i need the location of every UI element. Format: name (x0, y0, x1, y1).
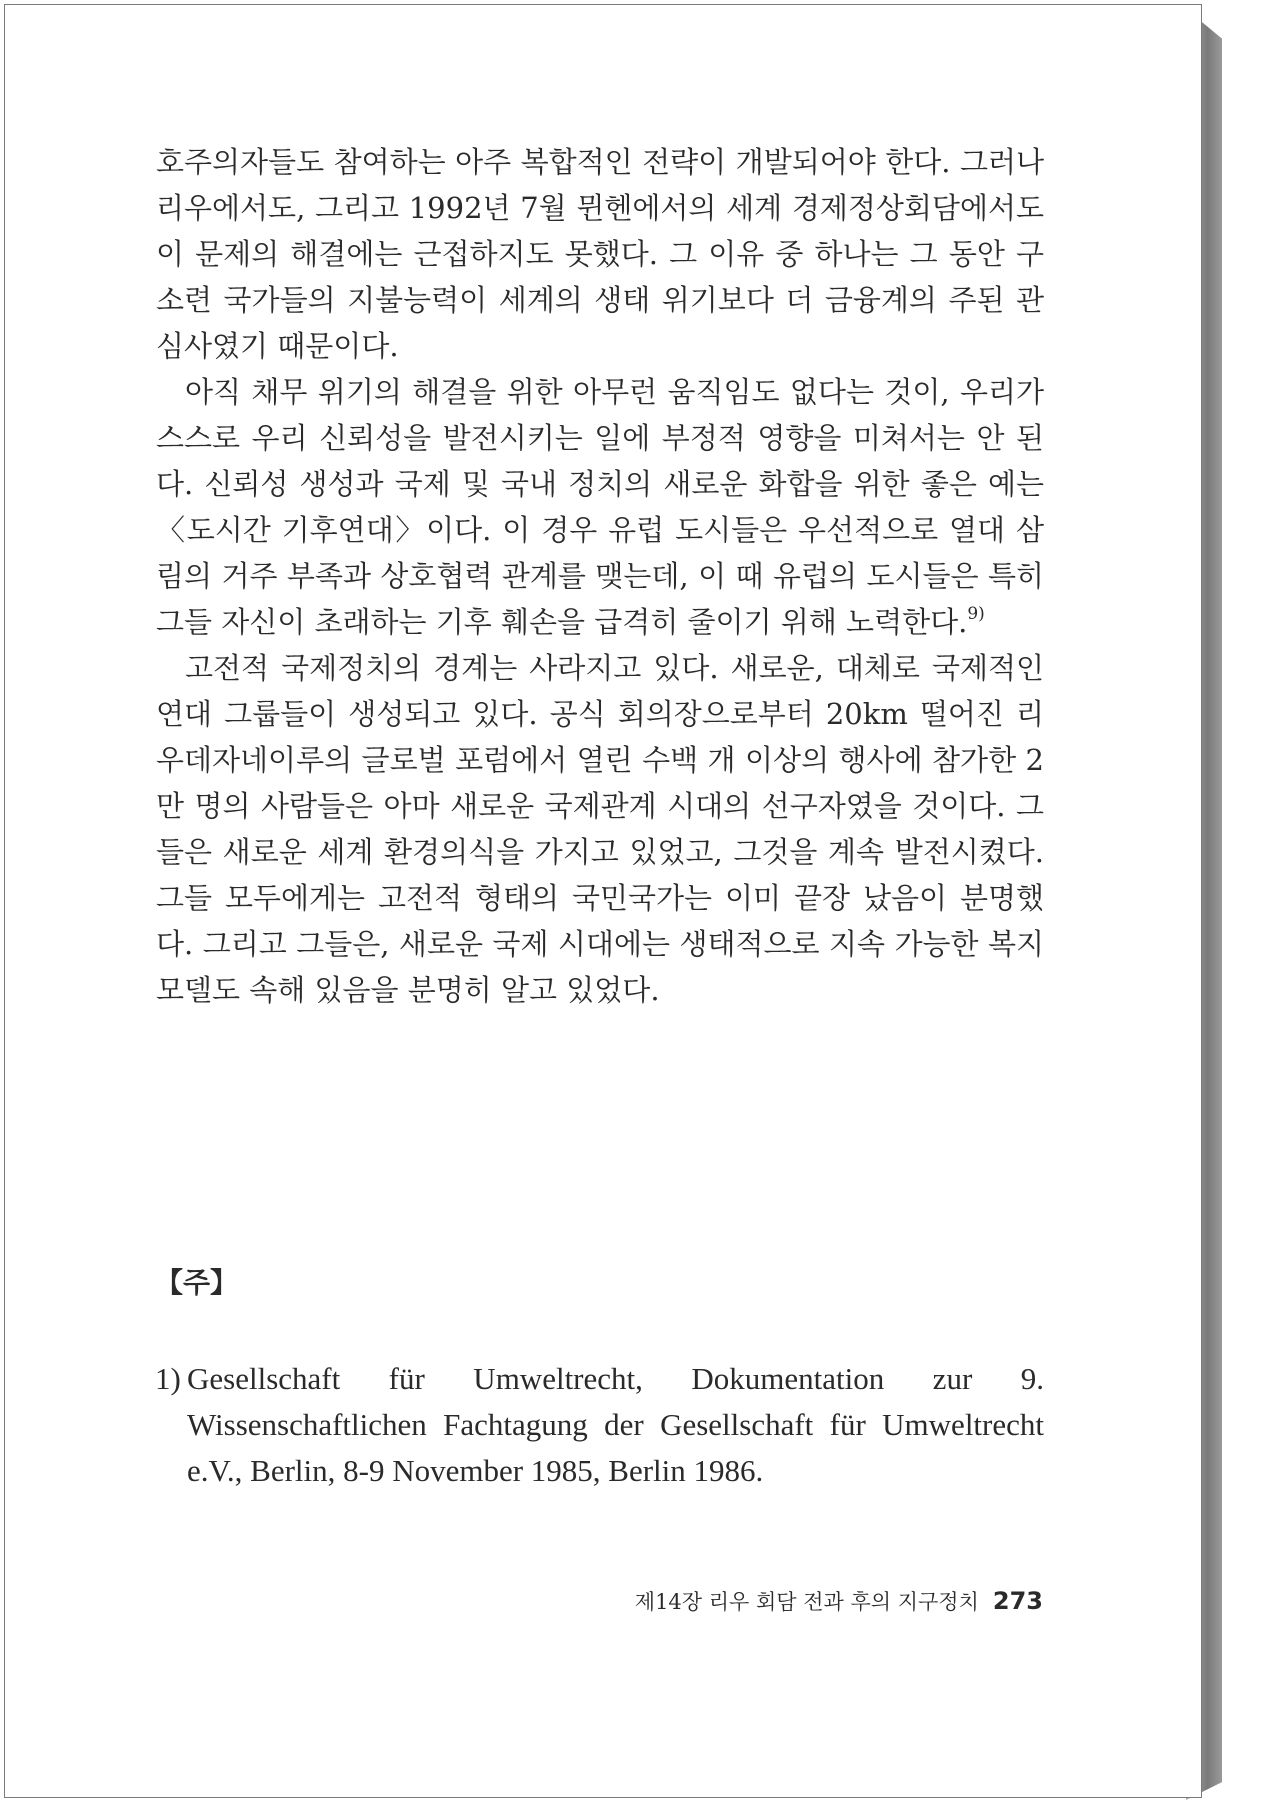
note-text: Gesellschaft für Umweltrecht, Dokumentation zur 9. Wissenschaftlichen Fachtagung der Gesellschaft für Umweltrecht e.V., Berlin, 8-9 November 1985, Berlin 1986. (187, 1361, 1044, 1488)
footnote-reference[interactable]: 9) (967, 604, 985, 624)
paragraph-2 (156, 369, 1044, 645)
paragraph-3 (156, 645, 1044, 1013)
paragraph-1-text: 호주의자들도 참여하는 아주 복합적인 전략이 개발되어야 한다. 그러나 리우에서도, 그리고 1992년 7월 뮌헨에서의 세계 경제정상회담에서도 이 문제의 해결에는 근접하지도 못했다. 그 이유 중 하나는 그 동안 구소련 국가들의 지불능력이 세계의 생태 위기보다 더 금융계의 주된 관심사였기 때문이다. (156, 145, 1044, 363)
page-footer (505, 1583, 1043, 1620)
book-page (4, 4, 1202, 1798)
body-text (156, 139, 1044, 1013)
running-footer-chapter: 제14장 리우 회담 전과 후의 지구정치 (634, 1590, 979, 1614)
notes-list (155, 1356, 1044, 1494)
paragraph-2-text: 아직 채무 위기의 해결을 위한 아무런 움직임도 없다는 것이, 우리가 스스로 우리 신뢰성을 발전시키는 일에 부정적 영향을 미쳐서는 안 된다. 신뢰성 생성과 국제 및 국내 정치의 새로운 화합을 위한 좋은 예는 〈도시간 기후연대〉이다. 이 경우 유럽 도시들은 우선적으로 열대 삼림의 거주 부족과 상호협력 관계를 맺는데, 이 때 유럽의 도시들은 특히 그들 자신이 초래하는 기후 훼손을 급격히 줄이기 위해 노력한다. (156, 375, 1044, 639)
paragraph-1 (156, 139, 1044, 369)
paragraph-3-text: 고전적 국제정치의 경계는 사라지고 있다. 새로운, 대체로 국제적인 연대 그룹들이 생성되고 있다. 공식 회의장으로부터 20km 떨어진 리우데자네이루의 글로벌 포럼에서 열린 수백 개 이상의 행사에 참가한 2만 명의 사람들은 아마 새로운 국제관계 시대의 선구자였을 것이다. 그들은 새로운 세계 환경의식을 가지고 있었고, 그것을 계속 발전시켰다. 그들 모두에게는 고전적 형태의 국민국가는 이미 끝장 났음이 분명했다. 그리고 그들은, 새로운 국제 시대에는 생태적으로 지속 가능한 복지 모델도 속해 있음을 분명히 알고 있었다. (156, 651, 1044, 1007)
notes-heading: 【주】 (155, 1266, 239, 1299)
note-number: 1) (155, 1361, 181, 1396)
page-number: 273 (992, 1587, 1043, 1615)
note-item (155, 1356, 1044, 1494)
